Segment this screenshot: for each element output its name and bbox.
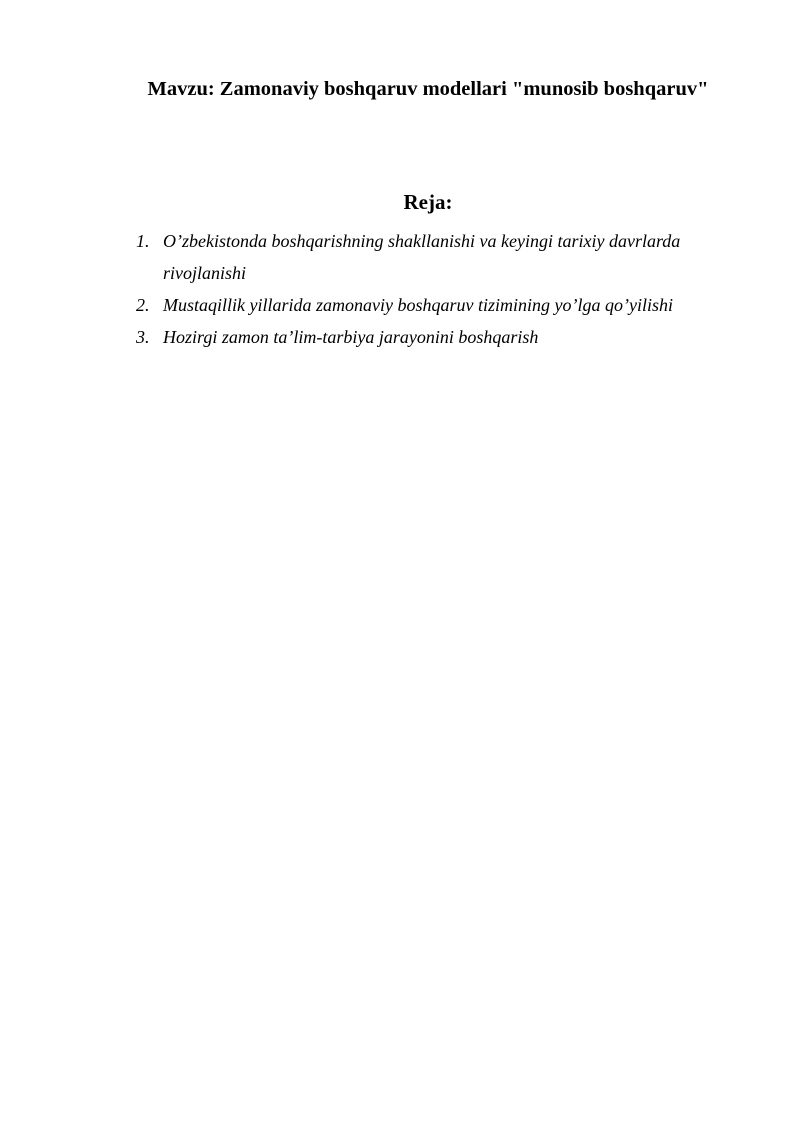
plan-item-number: 3. [136,327,150,347]
plan-item-number: 2. [136,295,150,315]
plan-item-1 [136,225,736,289]
plan-item-text: Mustaqillik yillarida zamonaviy boshqaruv tizimining yo’lga qo’yilishi [163,295,673,315]
plan-heading: Reja: [403,190,453,214]
plan-list [136,225,736,353]
plan-item-text: Hozirgi zamon ta’lim-tarbiya jarayonini boshqarish [163,327,539,347]
plan-item-text: O’zbekistonda boshqarishning shakllanishi va keyingi tarixiy davrlarda rivojlanishi [163,231,681,283]
document-title: Mavzu: Zamonaviy boshqaruv modellari "munosib boshqaruv" [147,78,709,100]
plan-item-3 [136,321,736,353]
plan-item-2 [136,289,736,321]
plan-item-number: 1. [136,231,150,251]
